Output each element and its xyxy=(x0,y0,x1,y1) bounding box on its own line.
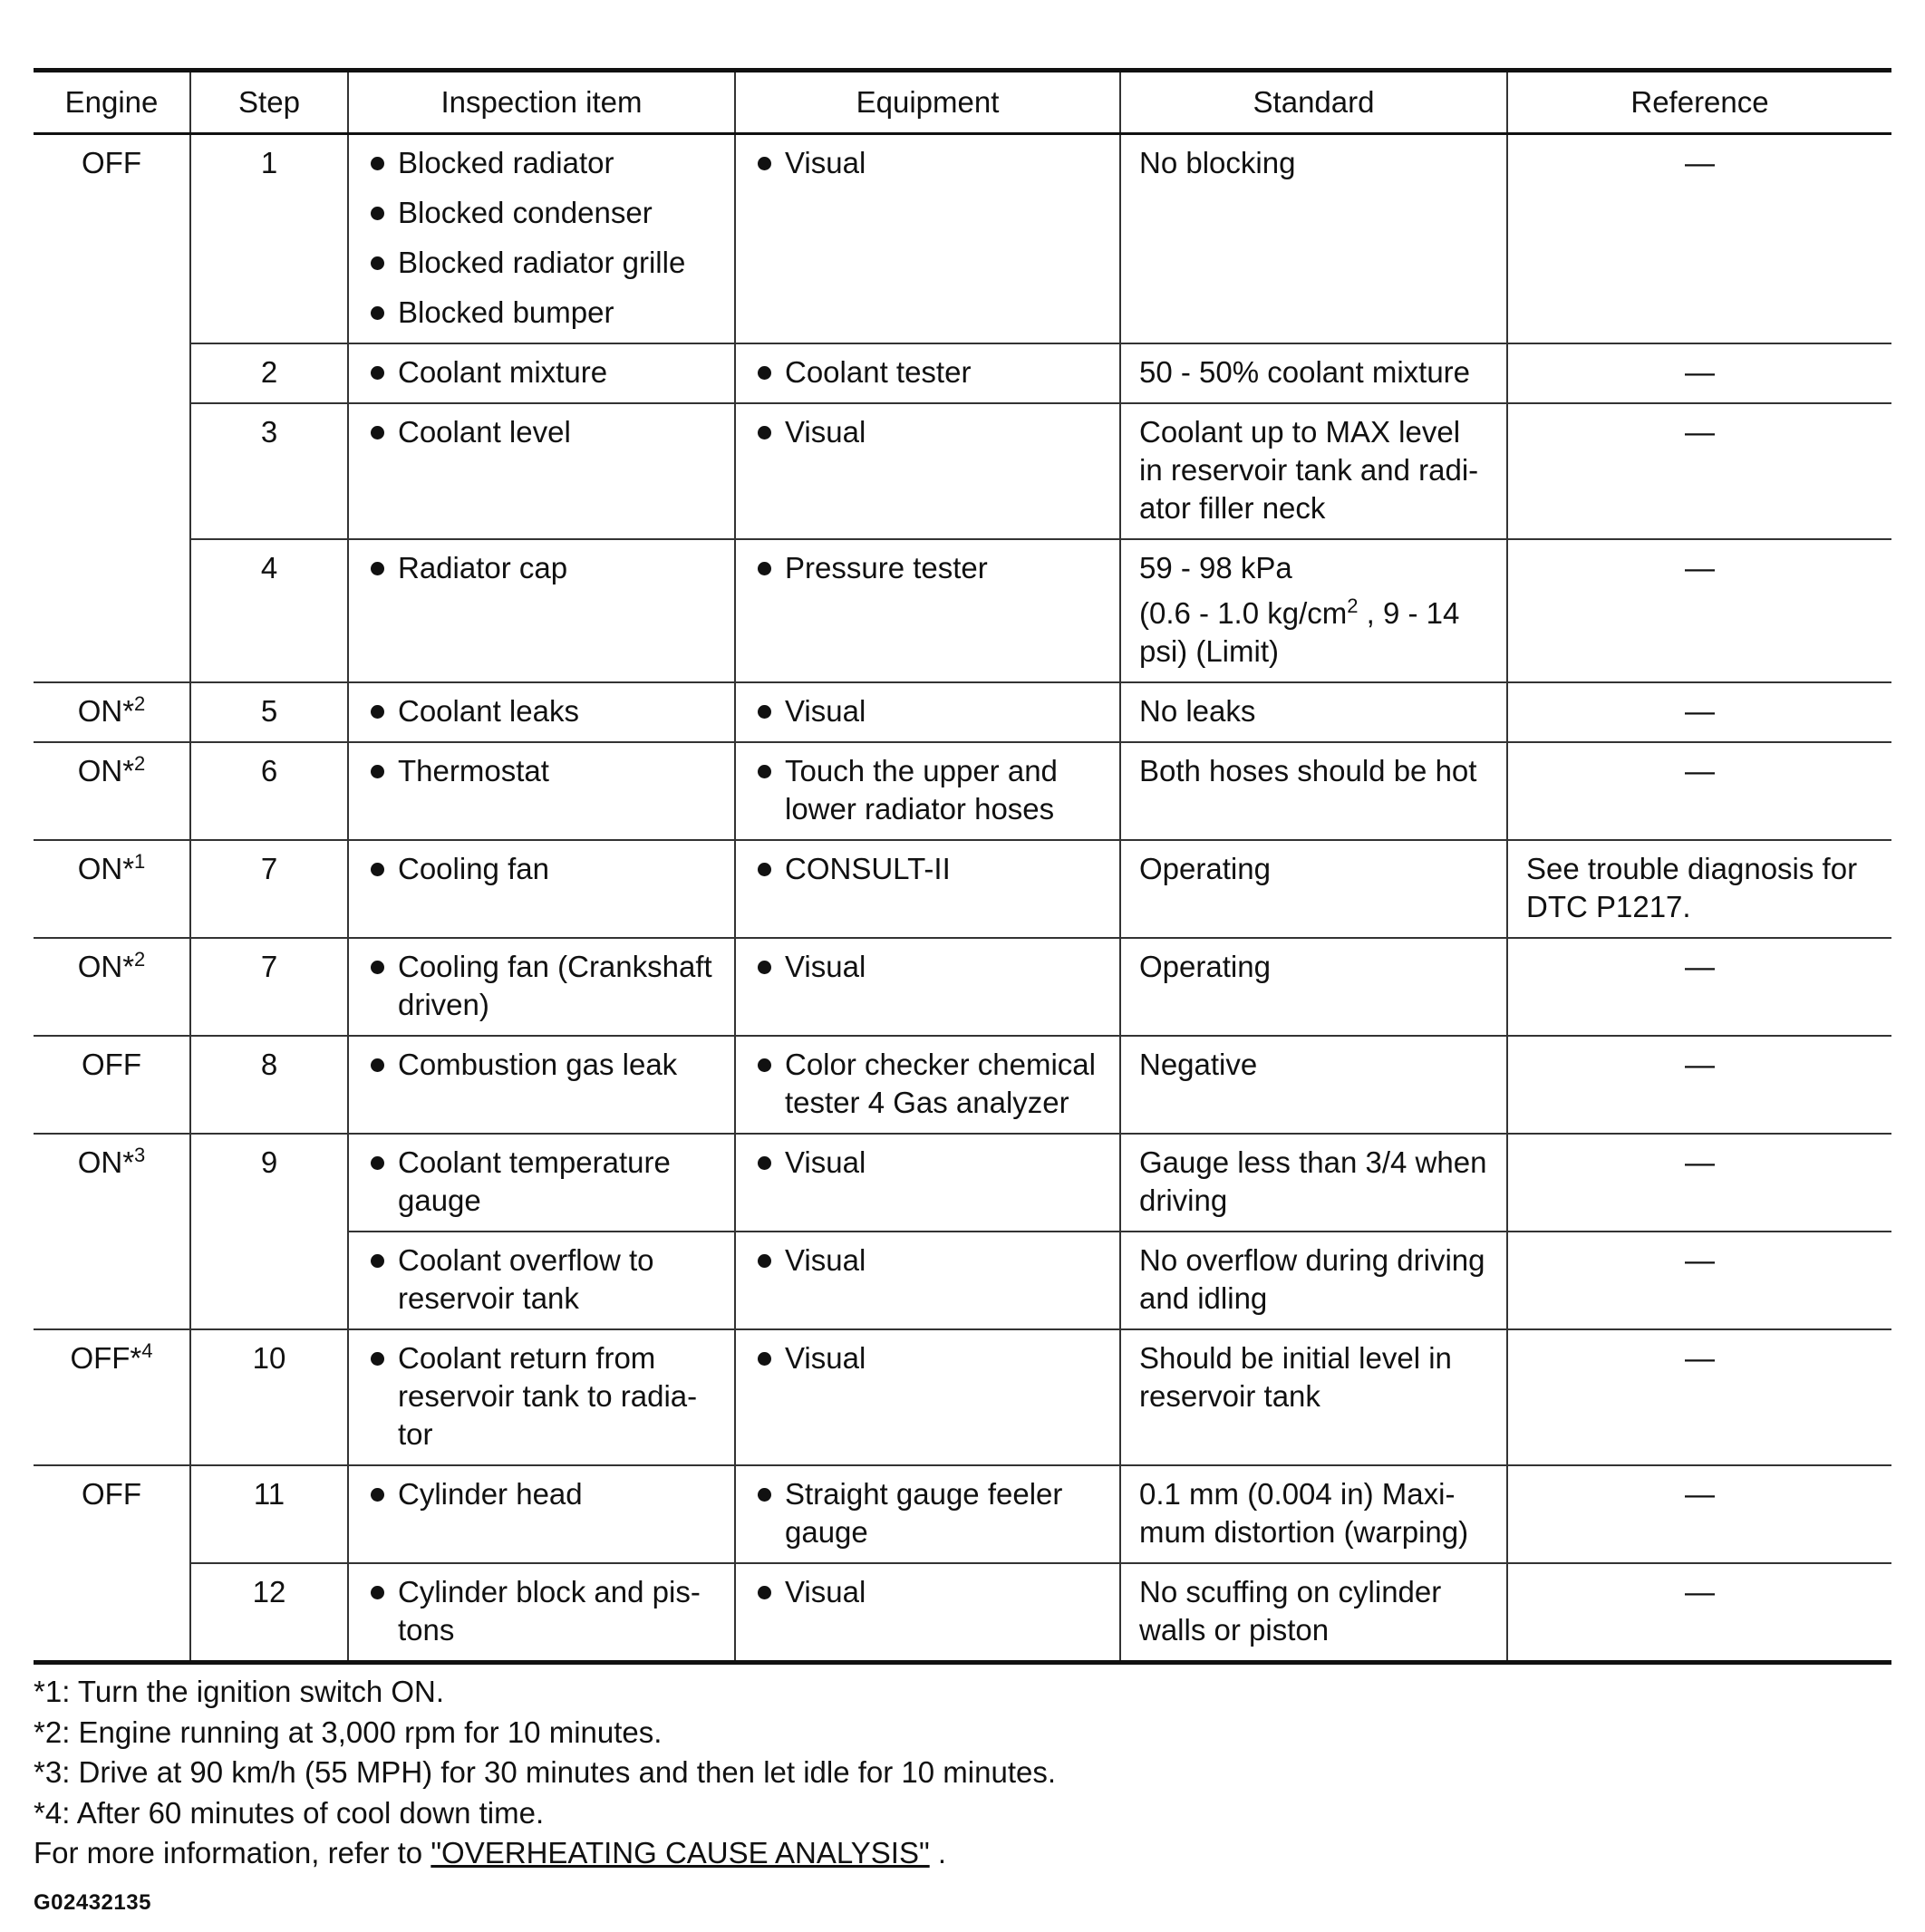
inspection-item-cell xyxy=(348,742,735,840)
reference-dash: — xyxy=(1507,343,1891,403)
standard-text-line xyxy=(1139,594,1488,671)
more-info-prefix: For more information, refer to xyxy=(34,1836,431,1869)
equipment-list xyxy=(754,549,1101,587)
equipment-item: Visual xyxy=(754,1339,1101,1377)
engine-cell xyxy=(34,938,190,1036)
inspection-item-cell xyxy=(348,1134,735,1232)
reference-dash: — xyxy=(1507,1036,1891,1134)
footnotes xyxy=(34,1672,1891,1874)
inspection-item-list xyxy=(367,549,716,587)
equipment-cell xyxy=(735,1329,1120,1465)
equipment-list xyxy=(754,1241,1101,1280)
table-row xyxy=(34,742,1891,840)
step-cell: 12 xyxy=(190,1563,348,1663)
inspection-item-cell xyxy=(348,938,735,1036)
step-cell: 6 xyxy=(190,742,348,840)
inspection-item-cell xyxy=(348,1465,735,1563)
engine-cell xyxy=(34,840,190,938)
inspection-item-list xyxy=(367,1339,716,1454)
inspection-item-cell xyxy=(348,539,735,682)
step-cell: 10 xyxy=(190,1329,348,1465)
equipment-item: Pressure tester xyxy=(754,549,1101,587)
inspection-item: Coolant return from reservoir tank to radia-tor xyxy=(367,1339,716,1454)
equipment-item: Touch the upper and lower radiator hoses xyxy=(754,752,1101,828)
header-engine: Engine xyxy=(34,71,190,134)
engine-cell xyxy=(34,1465,190,1663)
standard-text-part: , 9 - 14 psi) (Limit) xyxy=(1139,596,1460,668)
more-info-suffix: . xyxy=(929,1836,947,1869)
standard-text: Operating xyxy=(1139,950,1271,983)
engine-state: OFF* xyxy=(70,1341,142,1375)
equipment-item: Visual xyxy=(754,413,1101,451)
inspection-item-list xyxy=(367,1144,716,1220)
standard-text: Operating xyxy=(1139,852,1271,885)
figure-id: G02432135 xyxy=(34,1889,151,1915)
more-info-line xyxy=(34,1833,1891,1874)
inspection-item: Cooling fan xyxy=(367,850,716,888)
table-row xyxy=(34,403,1891,539)
equipment-cell xyxy=(735,1563,1120,1663)
inspection-item-cell xyxy=(348,1232,735,1329)
step-cell: 3 xyxy=(190,403,348,539)
engine-cell xyxy=(34,134,190,683)
standard-cell xyxy=(1120,938,1507,1036)
inspection-item: Coolant level xyxy=(367,413,716,451)
footnote-3: *3: Drive at 90 km/h (55 MPH) for 30 minutes and then let idle for 10 minutes. xyxy=(34,1755,1057,1789)
step-cell: 9 xyxy=(190,1134,348,1329)
inspection-item-cell xyxy=(348,1563,735,1663)
footnote-4: *4: After 60 minutes of cool down time. xyxy=(34,1795,545,1830)
equipment-cell xyxy=(735,539,1120,682)
equipment-list xyxy=(754,692,1101,730)
equipment-cell xyxy=(735,1232,1120,1329)
header-standard: Standard xyxy=(1120,71,1507,134)
standard-text: No leaks xyxy=(1139,694,1256,728)
inspection-item-list xyxy=(367,1573,716,1649)
inspection-item: Radiator cap xyxy=(367,549,716,587)
inspection-item-cell xyxy=(348,1036,735,1134)
reference-dash: — xyxy=(1507,1134,1891,1232)
inspection-item: Blocked radiator grille xyxy=(367,244,716,282)
standard-cell xyxy=(1120,742,1507,840)
inspection-item-cell xyxy=(348,1329,735,1465)
equipment-cell xyxy=(735,1465,1120,1563)
inspection-item-list xyxy=(367,850,716,888)
table-row xyxy=(34,1036,1891,1134)
inspection-item-cell xyxy=(348,134,735,344)
engine-cell xyxy=(34,742,190,840)
equipment-item: Coolant tester xyxy=(754,353,1101,391)
standard-cell xyxy=(1120,403,1507,539)
inspection-table xyxy=(34,68,1891,1665)
engine-cell xyxy=(34,1036,190,1134)
equipment-item: Visual xyxy=(754,144,1101,182)
reference-dash: — xyxy=(1507,742,1891,840)
standard-cell xyxy=(1120,1232,1507,1329)
standard-text: Both hoses should be hot xyxy=(1139,754,1477,787)
reference-dash: — xyxy=(1507,1232,1891,1329)
reference-dash: — xyxy=(1507,1329,1891,1465)
step-cell: 8 xyxy=(190,1036,348,1134)
equipment-list xyxy=(754,850,1101,888)
header-inspection-item: Inspection item xyxy=(348,71,735,134)
inspection-item: Cylinder block and pis-tons xyxy=(367,1573,716,1649)
inspection-item-cell xyxy=(348,343,735,403)
standard-text: No blocking xyxy=(1139,146,1296,179)
equipment-item: Visual xyxy=(754,692,1101,730)
equipment-item: Visual xyxy=(754,1241,1101,1280)
standard-cell xyxy=(1120,1036,1507,1134)
equipment-cell xyxy=(735,938,1120,1036)
step-cell: 1 xyxy=(190,134,348,344)
reference-dash: — xyxy=(1507,682,1891,742)
equipment-item: Visual xyxy=(754,1144,1101,1182)
engine-footnote-ref: 1 xyxy=(134,850,146,873)
table-body xyxy=(34,134,1891,1663)
table-row xyxy=(34,1465,1891,1563)
step-cell: 11 xyxy=(190,1465,348,1563)
standard-text: No scuffing on cylinder walls or piston xyxy=(1139,1575,1442,1647)
reference-cell: See trouble diagnosis for DTC P1217. xyxy=(1507,840,1891,938)
inspection-item-list xyxy=(367,1241,716,1318)
inspection-item-list xyxy=(367,413,716,451)
inspection-item: Cylinder head xyxy=(367,1475,716,1513)
reference-dash: — xyxy=(1507,539,1891,682)
standard-text: 0.1 mm (0.004 in) Maxi-mum distortion (warping) xyxy=(1139,1477,1469,1549)
engine-state: ON* xyxy=(77,950,135,983)
reference-dash: — xyxy=(1507,938,1891,1036)
table-row xyxy=(34,938,1891,1036)
inspection-item: Coolant overflow to reservoir tank xyxy=(367,1241,716,1318)
equipment-item: Visual xyxy=(754,1573,1101,1611)
standard-cell xyxy=(1120,1465,1507,1563)
equipment-cell xyxy=(735,682,1120,742)
inspection-item-list xyxy=(367,1475,716,1513)
standard-cell xyxy=(1120,1329,1507,1465)
equipment-cell xyxy=(735,1134,1120,1232)
engine-footnote-ref: 4 xyxy=(141,1339,153,1362)
inspection-item: Blocked radiator xyxy=(367,144,716,182)
step-cell: 7 xyxy=(190,840,348,938)
engine-state: ON* xyxy=(77,1145,135,1179)
equipment-item: Straight gauge feeler gauge xyxy=(754,1475,1101,1551)
inspection-item: Blocked bumper xyxy=(367,294,716,332)
equipment-cell xyxy=(735,840,1120,938)
standard-superscript: 2 xyxy=(1347,594,1359,617)
step-cell: 2 xyxy=(190,343,348,403)
standard-cell xyxy=(1120,539,1507,682)
inspection-item-cell xyxy=(348,840,735,938)
table-row xyxy=(34,840,1891,938)
standard-text: Gauge less than 3/4 when driving xyxy=(1139,1145,1487,1217)
footnote-2: *2: Engine running at 3,000 rpm for 10 minutes. xyxy=(34,1715,663,1749)
standard-text: 59 - 98 kPa xyxy=(1139,551,1292,584)
table-row xyxy=(34,539,1891,682)
inspection-item-list xyxy=(367,1046,716,1084)
engine-cell xyxy=(34,682,190,742)
equipment-list xyxy=(754,752,1101,828)
reference-dash: — xyxy=(1507,403,1891,539)
step-cell: 4 xyxy=(190,539,348,682)
header-reference: Reference xyxy=(1507,71,1891,134)
engine-cell xyxy=(34,1134,190,1329)
inspection-item: Coolant mixture xyxy=(367,353,716,391)
equipment-item: Color checker chemical tester 4 Gas analyzer xyxy=(754,1046,1101,1122)
inspection-item: Thermostat xyxy=(367,752,716,790)
equipment-item: Visual xyxy=(754,948,1101,986)
equipment-list xyxy=(754,1144,1101,1182)
overheating-cause-analysis-link[interactable]: "OVERHEATING CAUSE ANALYSIS" xyxy=(430,1836,930,1869)
engine-state: ON* xyxy=(77,852,135,885)
equipment-list xyxy=(754,948,1101,986)
inspection-item: Coolant leaks xyxy=(367,692,716,730)
equipment-list xyxy=(754,1573,1101,1611)
standard-text: Coolant up to MAX level in reservoir tank and radi-ator filler neck xyxy=(1139,415,1479,525)
equipment-cell xyxy=(735,742,1120,840)
inspection-item: Combustion gas leak xyxy=(367,1046,716,1084)
equipment-list xyxy=(754,353,1101,391)
step-cell: 7 xyxy=(190,938,348,1036)
inspection-item-list xyxy=(367,144,716,332)
header-step: Step xyxy=(190,71,348,134)
step-cell: 5 xyxy=(190,682,348,742)
standard-text: 50 - 50% coolant mixture xyxy=(1139,355,1471,389)
equipment-list xyxy=(754,413,1101,451)
inspection-item-cell xyxy=(348,682,735,742)
table-row xyxy=(34,134,1891,344)
standard-text-part: (0.6 - 1.0 kg/cm xyxy=(1139,596,1348,630)
engine-footnote-ref: 2 xyxy=(134,752,146,775)
table-header-row xyxy=(34,71,1891,134)
standard-text: Negative xyxy=(1139,1048,1258,1081)
inspection-item: Cooling fan (Crankshaft driven) xyxy=(367,948,716,1024)
inspection-item-list xyxy=(367,948,716,1024)
equipment-list xyxy=(754,1475,1101,1551)
engine-cell xyxy=(34,1329,190,1465)
engine-state: OFF xyxy=(82,146,141,179)
engine-state: ON* xyxy=(77,754,135,787)
table-row xyxy=(34,682,1891,742)
inspection-item: Coolant temperature gauge xyxy=(367,1144,716,1220)
standard-cell xyxy=(1120,134,1507,344)
reference-dash: — xyxy=(1507,1563,1891,1663)
equipment-list xyxy=(754,144,1101,182)
inspection-item-list xyxy=(367,353,716,391)
standard-cell xyxy=(1120,1563,1507,1663)
inspection-item: Blocked condenser xyxy=(367,194,716,232)
equipment-list xyxy=(754,1339,1101,1377)
table-row xyxy=(34,1563,1891,1663)
equipment-cell xyxy=(735,134,1120,344)
inspection-item-list xyxy=(367,692,716,730)
footnote-1: *1: Turn the ignition switch ON. xyxy=(34,1675,445,1708)
inspection-item-list xyxy=(367,752,716,790)
reference-dash: — xyxy=(1507,1465,1891,1563)
engine-footnote-ref: 3 xyxy=(134,1144,146,1166)
reference-dash: — xyxy=(1507,134,1891,344)
engine-footnote-ref: 2 xyxy=(134,692,146,715)
inspection-item-cell xyxy=(348,403,735,539)
table-row xyxy=(34,1329,1891,1465)
standard-cell xyxy=(1120,343,1507,403)
standard-cell xyxy=(1120,840,1507,938)
engine-state: OFF xyxy=(82,1477,141,1511)
table-row xyxy=(34,1134,1891,1232)
equipment-cell xyxy=(735,403,1120,539)
standard-cell xyxy=(1120,1134,1507,1232)
standard-text: Should be initial level in reservoir tank xyxy=(1139,1341,1452,1413)
equipment-cell xyxy=(735,1036,1120,1134)
engine-state: ON* xyxy=(77,694,135,728)
equipment-list xyxy=(754,1046,1101,1122)
engine-footnote-ref: 2 xyxy=(134,948,146,971)
equipment-item: CONSULT-II xyxy=(754,850,1101,888)
header-equipment: Equipment xyxy=(735,71,1120,134)
equipment-cell xyxy=(735,343,1120,403)
standard-text: No overflow during driving and idling xyxy=(1139,1243,1485,1315)
standard-cell xyxy=(1120,682,1507,742)
table-row xyxy=(34,343,1891,403)
engine-state: OFF xyxy=(82,1048,141,1081)
document-page xyxy=(34,68,1891,1916)
